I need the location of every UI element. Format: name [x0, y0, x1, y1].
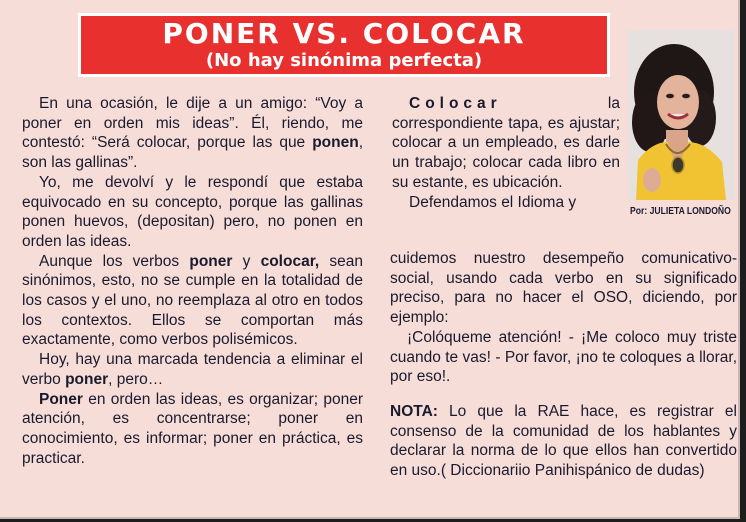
- bold-text: poner: [189, 252, 233, 270]
- right-column-bottom: [390, 249, 737, 481]
- paragraph: [22, 350, 363, 389]
- author-byline: Por: JULIETA LONDOÑO: [630, 206, 731, 217]
- paragraph: Yo, me devolví y le respondí que estaba equivocado en su concepto, porque las gallinas ponen huevos, (depositan) pero, no ponen en orden las ideas.: [22, 173, 363, 250]
- author-portrait-icon: [628, 30, 734, 200]
- paragraph: [22, 390, 363, 469]
- author-photo: [628, 30, 734, 200]
- text: Hoy, hay una marcada tendencia a eliminar el verbo: [22, 351, 363, 388]
- paragraph: [22, 94, 363, 173]
- paragraph: Defendamos el Idioma y: [409, 193, 577, 211]
- text: Lo que la RAE hace, es registrar el consenso de la comunidad de los hablantes y declarar la norma de lo que ellos han convertido en uso.( Diccionariio Panihispánico de dudas): [390, 402, 737, 480]
- paragraph: ¡Colóqueme atención! - ¡Me coloco muy triste cuando te vas! - Por favor, ¡no te coloques a llorar, por eso!.: [390, 328, 737, 386]
- paragraph: cuidemos nuestro desempeño comunicativo-social, usando cada verbo en su significado preciso, para no hacer el OSO, diciendo, por ejemplo:: [390, 250, 737, 327]
- right-column-top: [392, 94, 620, 212]
- text: en orden las ideas, es organizar; poner atención, es concentrarse; poner en conocimiento, es informar; poner en práctica, es practicar.: [22, 390, 363, 467]
- left-column: [22, 94, 363, 468]
- note-label: NOTA:: [390, 402, 438, 420]
- bold-text: Poner: [39, 390, 83, 408]
- text: , pero…: [108, 370, 164, 388]
- text: En una ocasión, le dije a un amigo: “Voy a poner en orden mis ideas”. Él, riendo, me contestó: “Será colocar, porque las que: [22, 95, 363, 152]
- paragraph: [392, 94, 620, 193]
- page-subtitle: (No hay sinónima perfecta): [205, 50, 483, 71]
- text: Aunque los verbos: [39, 252, 190, 270]
- paragraph: [22, 252, 363, 351]
- text: y: [232, 252, 261, 270]
- text: sean sinónimos, esto, no se cumple en la totalidad de los casos y el uno, no reemplaza al otro en todos los contextos. Ellos se comportan más exactamente, como verbos polisémicos.: [22, 252, 363, 349]
- bold-text: ponen: [312, 134, 359, 152]
- note-paragraph: [390, 402, 737, 481]
- text: la correspondiente tapa, es ajustar; colocar a un empleado, es darle un trabajo; colocar cada libro en su estante, es ubicación.: [392, 95, 620, 191]
- text: , son las gallinas”.: [22, 134, 363, 172]
- bold-text: poner: [65, 370, 109, 388]
- title-banner: [78, 13, 610, 77]
- bold-text: Colocar: [409, 95, 502, 112]
- page-title: PONER VS. COLOCAR: [162, 17, 526, 50]
- bold-text: colocar,: [260, 252, 320, 270]
